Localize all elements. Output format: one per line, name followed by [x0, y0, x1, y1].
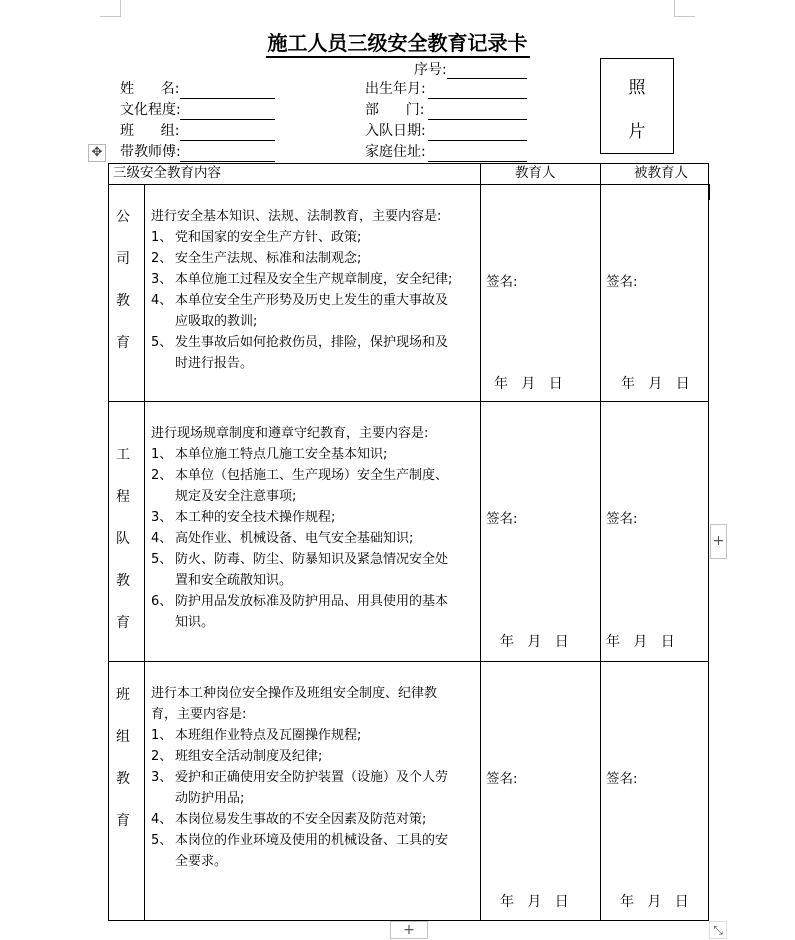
page-corner-mark-right	[674, 0, 695, 17]
squad-item-1-num: 1、	[151, 728, 173, 743]
company-item-1-num: 1、	[151, 230, 173, 245]
squad-item-3-line-2: 动防护用品;	[175, 791, 245, 806]
birth-label: 出生年月:	[365, 81, 426, 97]
company-educator-sign: 签名:	[486, 274, 518, 290]
squad-item-3-num: 3、	[151, 770, 173, 785]
section-team-char-1: 工	[116, 447, 130, 463]
section-squad-intro: 进行本工种岗位安全操作及班组安全制度、纪律教	[151, 686, 438, 701]
add-row-button[interactable]: +	[390, 921, 428, 939]
team-item-5-line-1: 防火、防毒、防尘、防暴知识及紧急情况安全处	[175, 552, 449, 567]
team-item-2-line-2: 规定及安全注意事项;	[175, 489, 297, 504]
squad-item-3-line-1: 爱护和正确使用安全防护装置（设施）及个人劳	[175, 770, 449, 785]
team-item-1-num: 1、	[151, 447, 173, 462]
company-item-4-line-2: 应吸取的教训;	[175, 314, 258, 329]
section-company-char-2: 司	[116, 251, 130, 267]
cursor-mark	[708, 184, 710, 200]
squad-item-2-line-1: 班组安全活动制度及纪律;	[175, 749, 323, 764]
company-item-3-num: 3、	[151, 272, 173, 287]
team-educated-sign: 签名:	[606, 511, 638, 527]
photo-label-1: 照	[628, 78, 646, 98]
section-squad-char-4: 育	[116, 813, 130, 829]
team-educator-date: 年 月 日	[500, 634, 569, 650]
company-educated-date: 年 月 日	[621, 376, 690, 392]
row-line-header	[109, 184, 708, 185]
company-item-4-num: 4、	[151, 293, 173, 308]
team-item-6-line-1: 防护用品发放标准及防护用品、用具使用的基本	[175, 594, 449, 609]
page-title: 施工人员三级安全教育记录卡	[0, 27, 795, 56]
section-team-char-4: 教	[116, 573, 130, 589]
team-educated-date: 年 月 日	[606, 634, 675, 650]
section-squad-char-1: 班	[116, 687, 130, 703]
education-table	[108, 163, 709, 921]
company-item-4-line-1: 本单位安全生产形势及历史上发生的重大事故及	[175, 293, 449, 308]
join-date-underline	[428, 140, 527, 141]
squad-educator-date: 年 月 日	[500, 894, 569, 910]
section-company-intro: 进行安全基本知识、法规、法制教育，主要内容是:	[151, 209, 442, 224]
education-underline	[180, 119, 275, 120]
birth-underline	[428, 98, 527, 99]
squad-item-5-line-2: 全要求。	[175, 854, 228, 869]
department-underline	[428, 119, 527, 120]
squad-item-1-line-1: 本班组作业特点及瓦圈操作规程;	[175, 728, 362, 743]
squad-educated-sign: 签名:	[606, 771, 638, 787]
section-company-char-4: 育	[116, 335, 130, 351]
team-item-3-line-1: 本工种的安全技术操作规程;	[175, 510, 336, 525]
join-date-label: 入队日期:	[365, 123, 426, 139]
page-corner-mark-left	[100, 0, 121, 17]
company-item-5-line-2: 时进行报告。	[175, 356, 254, 371]
section-squad-char-3: 教	[116, 771, 130, 787]
squad-item-5-line-1: 本岗位的作业环境及使用的机械设备、工具的安	[175, 833, 449, 848]
company-item-2-line-1: 安全生产法规、标准和法制观念;	[175, 251, 362, 266]
mentor-label: 带教师傅:	[120, 144, 181, 160]
add-column-button[interactable]: +	[710, 524, 727, 559]
table-move-handle[interactable]: ✥	[88, 144, 106, 162]
address-underline	[428, 161, 527, 162]
team-item-1-line-1: 本单位施工特点几施工安全基本知识;	[175, 447, 388, 462]
header-educator: 教育人	[515, 165, 556, 181]
company-item-3-line-1: 本单位施工过程及安全生产规章制度，安全纪律;	[175, 272, 453, 287]
team-item-6-num: 6、	[151, 594, 173, 609]
squad-educator-sign: 签名:	[486, 771, 518, 787]
row-line-2	[109, 661, 708, 662]
company-item-5-line-1: 发生事故后如何抢救伤员，排险，保护现场和及	[175, 335, 449, 350]
header-content: 三级安全教育内容	[113, 165, 221, 181]
team-underline	[180, 140, 275, 141]
education-label: 文化程度:	[120, 102, 181, 118]
team-item-2-line-1: 本单位（包括施工、生产现场）安全生产制度、	[175, 468, 449, 483]
department-label: 部 门:	[365, 102, 425, 118]
team-label: 班 组:	[120, 123, 180, 139]
mentor-underline	[180, 161, 275, 162]
company-educated-sign: 签名:	[606, 274, 638, 290]
section-squad-intro-2: 育，主要内容是:	[151, 707, 247, 722]
col-line-1	[144, 184, 145, 921]
section-company-char-3: 教	[116, 293, 130, 309]
section-team-intro: 进行现场规章制度和遵章守纪教育，主要内容是:	[151, 426, 429, 441]
row-line-1	[109, 401, 708, 402]
address-label: 家庭住址:	[365, 144, 426, 160]
name-underline	[180, 98, 275, 99]
section-squad-char-2: 组	[116, 729, 130, 745]
team-item-4-num: 4、	[151, 531, 173, 546]
name-label: 姓 名:	[120, 81, 180, 97]
company-item-1-line-1: 党和国家的安全生产方针、政策;	[175, 230, 362, 245]
table-resize-handle[interactable]: ⤡	[709, 921, 727, 939]
team-item-2-num: 2、	[151, 468, 173, 483]
serial-underline	[447, 78, 527, 79]
section-team-char-2: 程	[116, 489, 130, 505]
section-team-char-5: 育	[116, 615, 130, 631]
company-item-5-num: 5、	[151, 335, 173, 350]
section-team-char-3: 队	[116, 531, 130, 547]
team-item-4-line-1: 高处作业、机械设备、电气安全基础知识;	[175, 531, 414, 546]
company-item-2-num: 2、	[151, 251, 173, 266]
team-item-5-num: 5、	[151, 552, 173, 567]
header-educated: 被教育人	[634, 165, 688, 181]
squad-item-5-num: 5、	[151, 833, 173, 848]
squad-item-2-num: 2、	[151, 749, 173, 764]
serial-label: 序号:	[414, 62, 447, 78]
col-line-2	[480, 164, 481, 921]
team-item-3-num: 3、	[151, 510, 173, 525]
photo-box	[600, 58, 674, 154]
photo-label-2: 片	[628, 122, 646, 142]
col-line-3	[600, 164, 601, 921]
team-item-6-line-2: 知识。	[175, 615, 215, 630]
squad-item-4-num: 4、	[151, 812, 173, 827]
team-educator-sign: 签名:	[486, 511, 518, 527]
section-company-char-1: 公	[116, 209, 130, 225]
squad-educated-date: 年 月 日	[620, 894, 689, 910]
team-item-5-line-2: 置和安全疏散知识。	[175, 573, 293, 588]
squad-item-4-line-1: 本岗位易发生事故的不安全因素及防范对策;	[175, 812, 427, 827]
company-educator-date: 年 月 日	[494, 376, 563, 392]
